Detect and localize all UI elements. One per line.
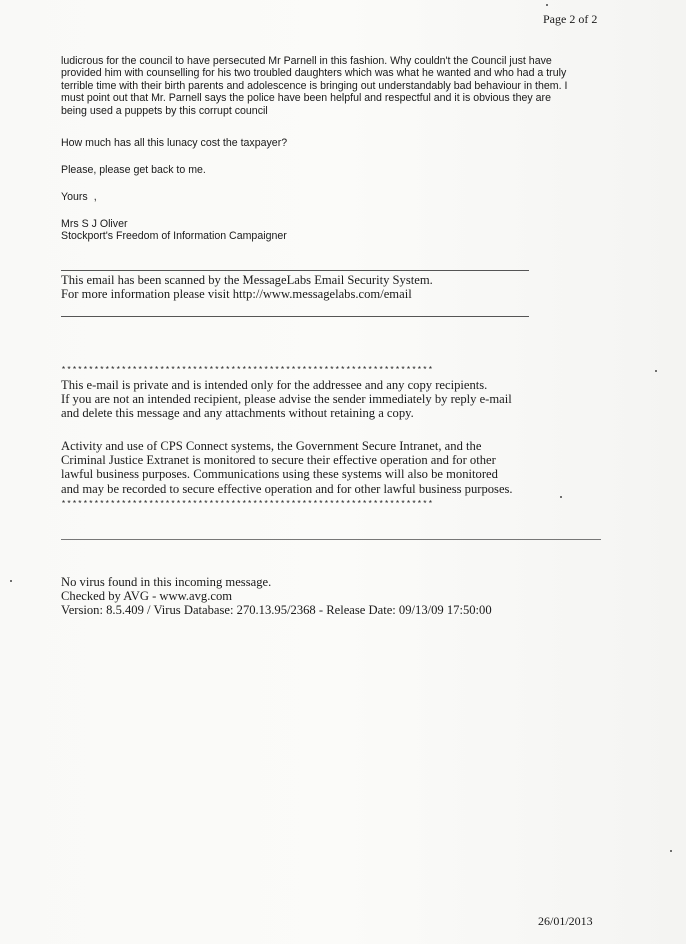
asterisk-border-top: ******************************************************************** [61,365,434,375]
signature-title: Stockport's Freedom of Information Campaigner [61,230,287,243]
monitoring-disclaimer [61,439,513,496]
paragraph-line: ludicrous for the council to have persecuted Mr Parnell in this fashion. Why couldn't the Council just have [61,55,552,67]
scan-speck [670,850,672,852]
closing-word: Yours [61,191,88,203]
scan-speck [560,496,562,498]
scan-speck [546,4,548,6]
privacy-disclaimer [61,378,512,421]
messagelabs-notice [61,273,433,301]
asterisk-border-bottom: ******************************************************************** [61,499,434,509]
scan-speck [10,580,12,582]
page-number: Page 2 of 2 [543,12,598,26]
cost-question: How much has all this lunacy cost the taxpayer? [61,137,288,149]
messagelabs-line: This email has been scanned by the MessageLabs Email Security System. [61,273,433,287]
print-date: 26/01/2013 [538,914,593,928]
paragraph-line: being used a puppets by this corrupt council [61,104,268,117]
signature-name: Mrs S J Oliver [61,218,128,230]
avg-line: Version: 8.5.409 / Virus Database: 270.13.95/2368 - Release Date: 09/13/09 17:50:00 [61,603,492,618]
scan-speck [655,370,657,372]
messagelabs-line: For more information please visit http://www.messagelabs.com/email [61,287,412,302]
plea-line: Please, please get back to me. [61,164,206,176]
closing-line: Yours , [61,191,97,203]
signature-block [61,218,287,243]
avg-line: No virus found in this incoming message. [61,575,272,589]
disclaimer-line: Activity and use of CPS Connect systems, the Government Secure Intranet, and the [61,439,482,453]
disclaimer-line: This e-mail is private and is intended only for the addressee and any copy recipients. [61,378,488,392]
disclaimer-line: and may be recorded to secure effective operation and for other lawful business purposes. [61,481,513,496]
paragraph-line: provided him with counselling for his two troubled daughters which was what he wanted and who had a truly [61,67,567,80]
disclaimer-line: lawful business purposes. Communications using these systems will also be monitored [61,467,498,482]
disclaimer-line: and delete this message and any attachments without retaining a copy. [61,406,414,421]
avg-line: Checked by AVG - www.avg.com [61,589,233,604]
disclaimer-line: Criminal Justice Extranet is monitored to secure their effective operation and for other [61,453,496,468]
paragraph-line: must point out that Mr. Parnell says the police have been helpful and respectful and it is obvious they are [61,92,551,105]
divider-bottom [61,539,601,540]
avg-virus-notice [61,575,492,618]
paragraph-line: terrible time with their birth parents and adolescence is bringing out understandably bad behaviour in them. I [61,79,568,92]
disclaimer-line: If you are not an intended recipient, please advise the sender immediately by reply e-mail [61,392,512,407]
letter-paragraph [61,55,567,117]
divider-middle [61,316,529,317]
divider-top [61,270,529,271]
